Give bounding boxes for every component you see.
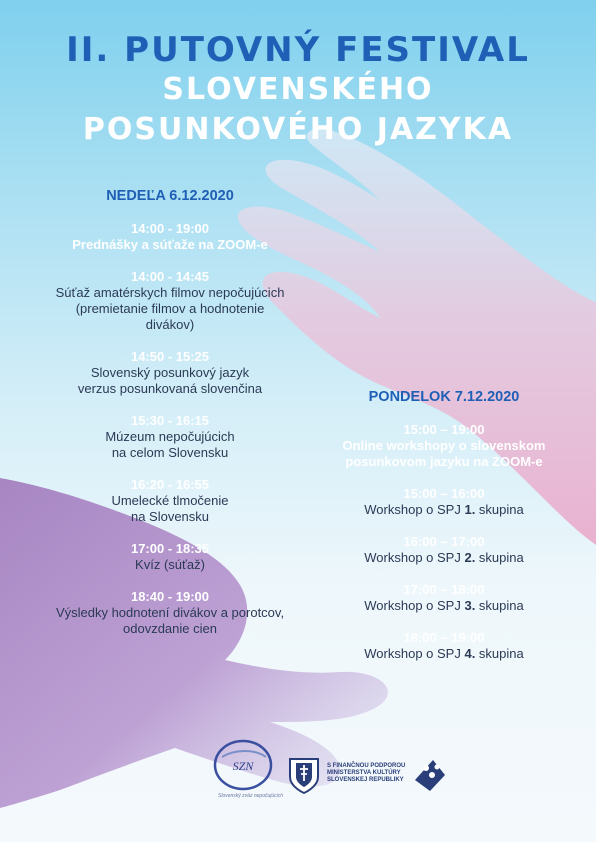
event-time: 18:00 – 19:00 [403, 630, 485, 645]
event-description: divákov) [145, 317, 195, 332]
event-description: Umelecké tlmočenie [111, 493, 229, 508]
event-description: na Slovensku [130, 509, 210, 524]
sunday-event [20, 541, 320, 573]
event-time: 15:00 – 19:00 [403, 422, 485, 437]
workshop-item [300, 630, 588, 662]
workshop-label: Workshop o SPJ [364, 550, 465, 565]
sunday-event [20, 349, 320, 397]
sunday-event [20, 477, 320, 525]
sunday-event [20, 269, 320, 333]
event-description: Súťaž amatérskych filmov nepočujúcich [55, 285, 285, 300]
event-description: verzus posunkovaná slovenčina [77, 381, 263, 396]
sponsor-line: MINISTERSTVA KULTÚRY [327, 770, 401, 776]
event-time: 14:00 - 14:45 [130, 269, 210, 284]
sponsor-text [327, 763, 407, 784]
sponsor-line: SLOVENSKEJ REPUBLIKY [327, 777, 404, 783]
event-time: 16:20 - 16:55 [130, 477, 210, 492]
workshop-suffix: skupina [475, 598, 524, 613]
sponsor-line: S FINANČNOU PODPOROU [327, 763, 406, 769]
szn-logo [215, 741, 271, 789]
slovak-coat-of-arms-icon [290, 759, 318, 793]
workshop-suffix: skupina [475, 550, 524, 565]
event-description: Online workshopy o slovenskom [342, 438, 546, 453]
szn-caption: Slovenský zväz nepočujúcich [218, 793, 284, 799]
workshop-item [300, 486, 588, 518]
workshop-number: 2. [464, 550, 476, 565]
event-description [300, 598, 588, 614]
event-description: Výsledky hodnotení divákov a porotcov, [55, 605, 285, 620]
event-time: 16:00 – 17:00 [403, 534, 485, 549]
poster-title-line-3: POSUNKOVÉHO JAZYKA [82, 112, 514, 147]
sunday-event [20, 221, 320, 253]
event-description: Slovenský posunkový jazyk [90, 365, 250, 380]
workshop-item [300, 582, 588, 614]
workshop-number: 3. [464, 598, 476, 613]
workshop-suffix: skupina [475, 502, 524, 517]
sunday-schedule [20, 188, 320, 653]
poster-title-line-1: II. PUTOVNÝ FESTIVAL [66, 30, 530, 70]
event-description: Múzeum nepočujúcich [105, 429, 235, 444]
event-description: posunkovom jazyku na ZOOM-e [345, 454, 543, 469]
sunday-heading: NEDEĽA 6.12.2020 [106, 188, 234, 204]
workshop-label: Workshop o SPJ [364, 646, 465, 661]
sunday-event [20, 589, 320, 637]
monday-heading: PONDELOK 7.12.2020 [368, 389, 520, 405]
event-time: 17:00 - 18:35 [130, 541, 210, 556]
monday-schedule [300, 389, 588, 678]
workshop-label: Workshop o SPJ [364, 598, 465, 613]
workshop-number: 1. [464, 502, 476, 517]
szn-logo-text: SZN [232, 759, 254, 773]
event-description: odovzdanie cien [123, 621, 217, 636]
event-time: 17:00 – 18:00 [403, 582, 485, 597]
footer-logos [0, 735, 596, 815]
poster-title-line-2: SLOVENSKÉHO [162, 72, 434, 107]
event-description [300, 550, 588, 566]
event-time: 15:00 – 16:00 [403, 486, 485, 501]
sunday-event [20, 413, 320, 461]
workshop-number: 4. [464, 646, 476, 661]
event-time: 14:50 - 15:25 [130, 349, 210, 364]
event-time: 14:00 - 19:00 [130, 221, 210, 236]
monday-intro [300, 422, 588, 470]
event-description: (premietanie filmov a hodnotenie [75, 301, 265, 316]
event-time: 15:30 - 16:15 [130, 413, 210, 428]
workshop-suffix: skupina [475, 646, 524, 661]
workshop-item [300, 534, 588, 566]
event-time: 18:40 - 19:00 [130, 589, 210, 604]
event-description [300, 646, 588, 662]
event-description: Kvíz (súťaž) [135, 557, 205, 572]
event-description: na celom Slovensku [111, 445, 229, 460]
event-description: Prednášky a súťaže na ZOOM-e [72, 237, 268, 252]
event-description [300, 502, 588, 518]
ministry-culture-logo-icon [415, 760, 445, 791]
workshop-label: Workshop o SPJ [364, 502, 465, 517]
